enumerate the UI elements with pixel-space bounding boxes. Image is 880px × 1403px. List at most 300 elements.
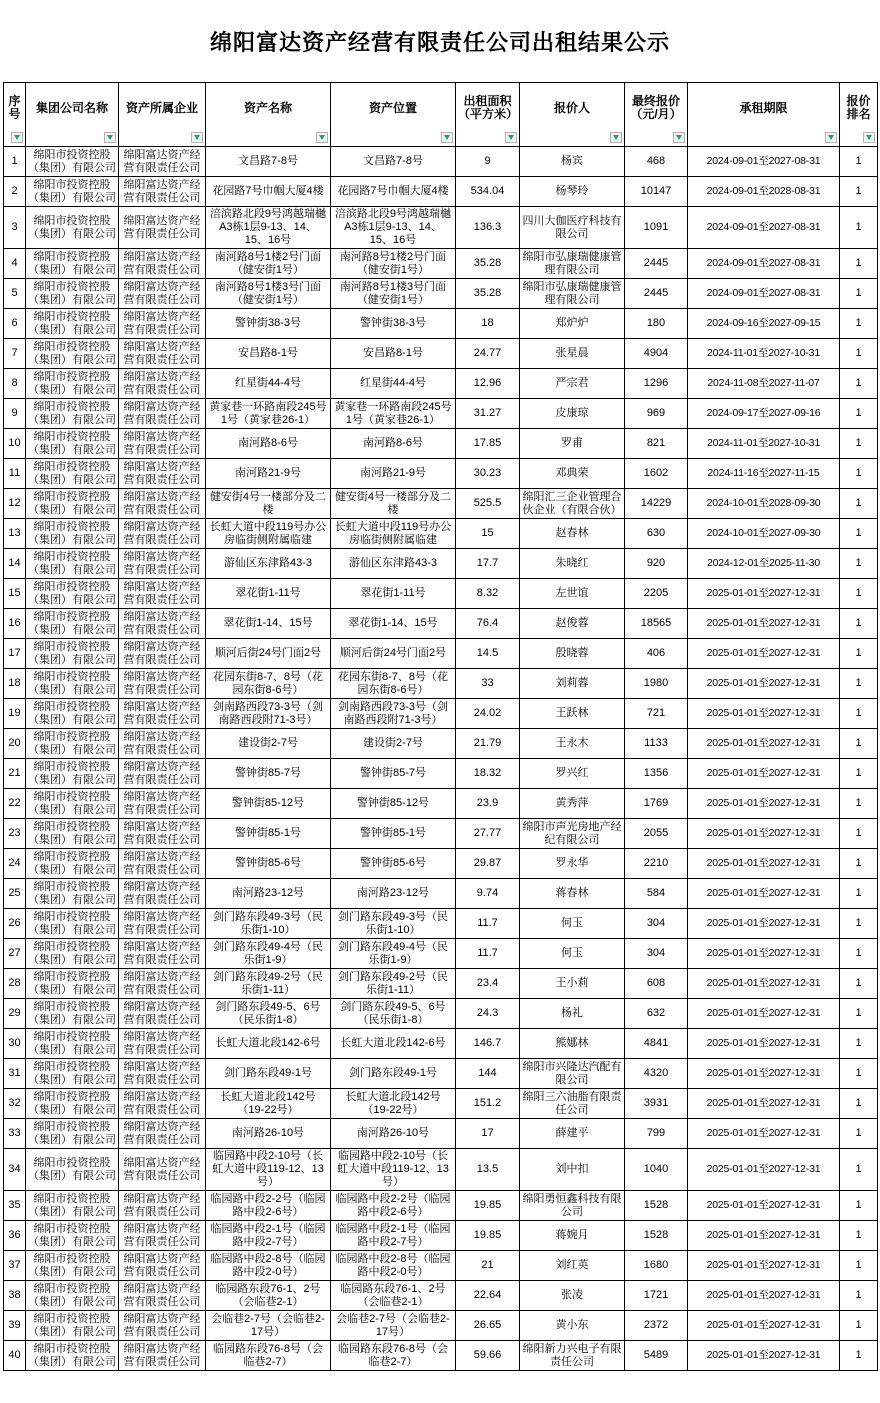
cell-rank: 1 [840, 519, 878, 549]
cell-asset: 黄家巷一环路南段245号1号（黄家巷26-1） [206, 399, 331, 429]
cell-owner: 绵阳富达资产经营有限责任公司 [119, 699, 206, 729]
cell-owner: 绵阳富达资产经营有限责任公司 [119, 879, 206, 909]
cell-term: 2025-01-01至2027-12-31 [688, 759, 840, 789]
cell-group: 绵阳市投资控股（集团）有限公司 [26, 1059, 119, 1089]
cell-asset: 临园路中段2-1号（临园路中段2-7号） [206, 1221, 331, 1251]
table-row [4, 1119, 878, 1149]
cell-no: 15 [4, 579, 26, 609]
cell-term: 2025-01-01至2027-12-31 [688, 1149, 840, 1191]
cell-bidder: 杨宾 [520, 147, 625, 177]
cell-term: 2025-01-01至2027-12-31 [688, 1281, 840, 1311]
cell-loc: 花园东街8-7、8号（花园东街8-6号） [331, 669, 456, 699]
cell-owner: 绵阳富达资产经营有限责任公司 [119, 1221, 206, 1251]
cell-no: 30 [4, 1029, 26, 1059]
cell-asset: 南河路26-10号 [206, 1119, 331, 1149]
cell-rank: 1 [840, 579, 878, 609]
cell-loc: 剑门路东段49-2号（民乐街1-11） [331, 969, 456, 999]
cell-owner: 绵阳富达资产经营有限责任公司 [119, 759, 206, 789]
cell-asset: 南河路23-12号 [206, 879, 331, 909]
cell-owner: 绵阳富达资产经营有限责任公司 [119, 939, 206, 969]
cell-group: 绵阳市投资控股（集团）有限公司 [26, 1191, 119, 1221]
cell-loc: 翠花街1-11号 [331, 579, 456, 609]
col-header-label: 集团公司名称 [35, 100, 108, 115]
cell-term: 2024-09-01至2027-08-31 [688, 279, 840, 309]
cell-area: 33 [456, 669, 520, 699]
cell-asset: 剑门路东段49-1号 [206, 1059, 331, 1089]
cell-term: 2024-11-08至2027-11-07 [688, 369, 840, 399]
cell-owner: 绵阳富达资产经营有限责任公司 [119, 1311, 206, 1341]
cell-rank: 1 [840, 147, 878, 177]
cell-rank: 1 [840, 429, 878, 459]
cell-group: 绵阳市投资控股（集团）有限公司 [26, 249, 119, 279]
cell-owner: 绵阳富达资产经营有限责任公司 [119, 207, 206, 249]
filter-dropdown-icon[interactable] [316, 132, 328, 143]
col-header-label: 序号 [8, 94, 21, 121]
col-header-label: 报价排名 [846, 94, 871, 121]
col-header-loc [331, 83, 456, 147]
chevron-down-icon [107, 135, 113, 140]
cell-term: 2025-01-01至2027-12-31 [688, 969, 840, 999]
cell-owner: 绵阳富达资产经营有限责任公司 [119, 429, 206, 459]
cell-area: 11.7 [456, 939, 520, 969]
cell-group: 绵阳市投资控股（集团）有限公司 [26, 819, 119, 849]
cell-bidder: 罗甫 [520, 429, 625, 459]
cell-area: 21 [456, 1251, 520, 1281]
col-header-area [456, 83, 520, 147]
cell-owner: 绵阳富达资产经营有限责任公司 [119, 969, 206, 999]
cell-group: 绵阳市投资控股（集团）有限公司 [26, 489, 119, 519]
cell-loc: 警钟街38-3号 [331, 309, 456, 339]
cell-rank: 1 [840, 459, 878, 489]
filter-dropdown-icon[interactable] [863, 132, 875, 143]
cell-bidder: 赵俊蓉 [520, 609, 625, 639]
cell-area: 14.5 [456, 639, 520, 669]
filter-dropdown-icon[interactable] [673, 132, 685, 143]
cell-term: 2025-01-01至2027-12-31 [688, 669, 840, 699]
cell-price: 1680 [625, 1251, 688, 1281]
table-row [4, 789, 878, 819]
filter-dropdown-icon[interactable] [610, 132, 622, 143]
cell-price: 4320 [625, 1059, 688, 1089]
cell-loc: 南河路21-9号 [331, 459, 456, 489]
cell-loc: 翠花街1-14、15号 [331, 609, 456, 639]
cell-loc: 游仙区东津路43-3 [331, 549, 456, 579]
cell-group: 绵阳市投资控股（集团）有限公司 [26, 1119, 119, 1149]
cell-no: 5 [4, 279, 26, 309]
col-header-rank [840, 83, 878, 147]
cell-bidder: 罗兴红 [520, 759, 625, 789]
cell-loc: 安昌路8-1号 [331, 339, 456, 369]
cell-term: 2024-10-01至2027-09-30 [688, 519, 840, 549]
cell-no: 18 [4, 669, 26, 699]
cell-no: 2 [4, 177, 26, 207]
cell-loc: 南河路8-6号 [331, 429, 456, 459]
cell-bidder: 严宗君 [520, 369, 625, 399]
cell-term: 2025-01-01至2027-12-31 [688, 789, 840, 819]
cell-group: 绵阳市投资控股（集团）有限公司 [26, 1281, 119, 1311]
cell-area: 525.5 [456, 489, 520, 519]
table-row [4, 429, 878, 459]
cell-asset: 剑南路西段73-3号（剑南路西段附71-3号） [206, 699, 331, 729]
cell-loc: 警钟街85-12号 [331, 789, 456, 819]
cell-group: 绵阳市投资控股（集团）有限公司 [26, 339, 119, 369]
cell-group: 绵阳市投资控股（集团）有限公司 [26, 429, 119, 459]
cell-area: 8.32 [456, 579, 520, 609]
cell-rank: 1 [840, 969, 878, 999]
cell-area: 15 [456, 519, 520, 549]
cell-price: 2205 [625, 579, 688, 609]
cell-area: 22.64 [456, 1281, 520, 1311]
cell-owner: 绵阳富达资产经营有限责任公司 [119, 849, 206, 879]
cell-rank: 1 [840, 909, 878, 939]
cell-rank: 1 [840, 1341, 878, 1371]
cell-bidder: 朱晓红 [520, 549, 625, 579]
cell-bidder: 刘莉蓉 [520, 669, 625, 699]
cell-bidder: 黄小东 [520, 1311, 625, 1341]
table-row [4, 999, 878, 1029]
cell-owner: 绵阳富达资产经营有限责任公司 [119, 1341, 206, 1371]
cell-owner: 绵阳富达资产经营有限责任公司 [119, 789, 206, 819]
chevron-down-icon [14, 135, 20, 140]
cell-no: 37 [4, 1251, 26, 1281]
table-row [4, 489, 878, 519]
cell-area: 12.96 [456, 369, 520, 399]
cell-rank: 1 [840, 729, 878, 759]
cell-group: 绵阳市投资控股（集团）有限公司 [26, 639, 119, 669]
table-row [4, 1149, 878, 1191]
filter-dropdown-icon[interactable] [441, 132, 453, 143]
table-row [4, 879, 878, 909]
cell-area: 35.28 [456, 249, 520, 279]
cell-owner: 绵阳富达资产经营有限责任公司 [119, 729, 206, 759]
col-header-label: 报价人 [553, 100, 590, 115]
cell-asset: 临园路中段2-8号（临园路中段2-0号） [206, 1251, 331, 1281]
cell-price: 1602 [625, 459, 688, 489]
cell-owner: 绵阳富达资产经营有限责任公司 [119, 669, 206, 699]
cell-owner: 绵阳富达资产经营有限责任公司 [119, 1281, 206, 1311]
cell-owner: 绵阳富达资产经营有限责任公司 [119, 609, 206, 639]
cell-rank: 1 [840, 1281, 878, 1311]
cell-group: 绵阳市投资控股（集团）有限公司 [26, 369, 119, 399]
cell-no: 34 [4, 1149, 26, 1191]
cell-asset: 剑门路东段49-4号（民乐街1-9） [206, 939, 331, 969]
cell-group: 绵阳市投资控股（集团）有限公司 [26, 1089, 119, 1119]
cell-asset: 安昌路8-1号 [206, 339, 331, 369]
cell-group: 绵阳市投资控股（集团）有限公司 [26, 207, 119, 249]
cell-area: 26.65 [456, 1311, 520, 1341]
cell-asset: 临园路中段2-2号（临园路中段2-6号） [206, 1191, 331, 1221]
cell-term: 2025-01-01至2027-12-31 [688, 1089, 840, 1119]
table-row [4, 699, 878, 729]
col-header-bidder [520, 83, 625, 147]
cell-asset: 翠花街1-11号 [206, 579, 331, 609]
cell-term: 2025-01-01至2027-12-31 [688, 879, 840, 909]
cell-loc: 南河路23-12号 [331, 879, 456, 909]
cell-no: 17 [4, 639, 26, 669]
cell-price: 4904 [625, 339, 688, 369]
cell-no: 38 [4, 1281, 26, 1311]
cell-area: 23.9 [456, 789, 520, 819]
table-row [4, 639, 878, 669]
cell-no: 11 [4, 459, 26, 489]
col-header-no [4, 83, 26, 147]
filter-dropdown-icon[interactable] [11, 132, 23, 143]
cell-rank: 1 [840, 249, 878, 279]
cell-loc: 顺河后街24号门面2号 [331, 639, 456, 669]
cell-asset: 涪滨路北段9号鸿越瑞樾A3栋1层9-13、14、15、16号 [206, 207, 331, 249]
cell-area: 27.77 [456, 819, 520, 849]
cell-bidder: 蒋婉月 [520, 1221, 625, 1251]
cell-bidder: 绵阳市弘康瑞健康管理有限公司 [520, 279, 625, 309]
cell-no: 32 [4, 1089, 26, 1119]
cell-rank: 1 [840, 207, 878, 249]
cell-area: 11.7 [456, 909, 520, 939]
cell-bidder: 赵春林 [520, 519, 625, 549]
cell-area: 9.74 [456, 879, 520, 909]
cell-asset: 长虹大道中段119号办公房临街侧附属临建 [206, 519, 331, 549]
cell-area: 136.3 [456, 207, 520, 249]
cell-owner: 绵阳富达资产经营有限责任公司 [119, 339, 206, 369]
cell-price: 2210 [625, 849, 688, 879]
cell-area: 24.02 [456, 699, 520, 729]
cell-area: 23.4 [456, 969, 520, 999]
cell-owner: 绵阳富达资产经营有限责任公司 [119, 279, 206, 309]
cell-bidder: 何玉 [520, 939, 625, 969]
cell-area: 24.3 [456, 999, 520, 1029]
cell-bidder: 何玉 [520, 909, 625, 939]
table-row [4, 279, 878, 309]
cell-term: 2025-01-01至2027-12-31 [688, 1251, 840, 1281]
cell-term: 2024-09-01至2027-08-31 [688, 147, 840, 177]
cell-loc: 文昌路7-8号 [331, 147, 456, 177]
cell-owner: 绵阳富达资产经营有限责任公司 [119, 1059, 206, 1089]
cell-price: 1528 [625, 1221, 688, 1251]
filter-dropdown-icon[interactable] [191, 132, 203, 143]
cell-no: 7 [4, 339, 26, 369]
chevron-down-icon [319, 135, 325, 140]
cell-loc: 花园路7号巾帼大厦4楼 [331, 177, 456, 207]
cell-rank: 1 [840, 1311, 878, 1341]
cell-price: 1769 [625, 789, 688, 819]
col-header-label: 出租面积（平方米） [458, 94, 519, 121]
cell-price: 584 [625, 879, 688, 909]
table-row [4, 459, 878, 489]
col-header-label: 资产名称 [243, 100, 292, 115]
cell-term: 2024-09-01至2027-08-31 [688, 249, 840, 279]
cell-term: 2025-01-01至2027-12-31 [688, 609, 840, 639]
cell-price: 1721 [625, 1281, 688, 1311]
cell-asset: 剑门路东段49-2号（民乐街1-11） [206, 969, 331, 999]
chevron-down-icon [508, 135, 514, 140]
cell-price: 304 [625, 909, 688, 939]
cell-loc: 南河路8号1楼3号门面（健安街1号） [331, 279, 456, 309]
cell-term: 2025-01-01至2027-12-31 [688, 1029, 840, 1059]
cell-asset: 南河路8号1楼3号门面（健安街1号） [206, 279, 331, 309]
cell-bidder: 邓典荣 [520, 459, 625, 489]
cell-asset: 健安街4号一楼部分及二楼 [206, 489, 331, 519]
table-row [4, 309, 878, 339]
filter-dropdown-icon[interactable] [104, 132, 116, 143]
cell-area: 151.2 [456, 1089, 520, 1119]
cell-area: 35.28 [456, 279, 520, 309]
col-header-owner [119, 83, 206, 147]
cell-rank: 1 [840, 999, 878, 1029]
cell-bidder: 殷晓蓉 [520, 639, 625, 669]
cell-asset: 长虹大道北段142号（19-22号） [206, 1089, 331, 1119]
cell-bidder: 刘红英 [520, 1251, 625, 1281]
cell-area: 31.27 [456, 399, 520, 429]
cell-no: 21 [4, 759, 26, 789]
filter-dropdown-icon[interactable] [505, 132, 517, 143]
cell-no: 25 [4, 879, 26, 909]
chevron-down-icon [866, 135, 872, 140]
chevron-down-icon [444, 135, 450, 140]
cell-asset: 临园路中段2-10号（长虹大道中段119-12、13号） [206, 1149, 331, 1191]
cell-owner: 绵阳富达资产经营有限责任公司 [119, 249, 206, 279]
table-row [4, 207, 878, 249]
cell-price: 821 [625, 429, 688, 459]
cell-rank: 1 [840, 1191, 878, 1221]
cell-term: 2024-09-17至2027-09-16 [688, 399, 840, 429]
cell-owner: 绵阳富达资产经营有限责任公司 [119, 1251, 206, 1281]
cell-price: 2445 [625, 279, 688, 309]
cell-no: 19 [4, 699, 26, 729]
cell-price: 406 [625, 639, 688, 669]
cell-asset: 临园路东段76-1、2号（会临巷2-1） [206, 1281, 331, 1311]
table-row [4, 1059, 878, 1089]
cell-owner: 绵阳富达资产经营有限责任公司 [119, 459, 206, 489]
cell-loc: 会临巷2-7号（会临巷2-17号） [331, 1311, 456, 1341]
cell-group: 绵阳市投资控股（集团）有限公司 [26, 309, 119, 339]
cell-asset: 警钟街85-6号 [206, 849, 331, 879]
cell-no: 6 [4, 309, 26, 339]
cell-area: 30.23 [456, 459, 520, 489]
cell-owner: 绵阳富达资产经营有限责任公司 [119, 909, 206, 939]
cell-no: 24 [4, 849, 26, 879]
cell-price: 4841 [625, 1029, 688, 1059]
cell-term: 2024-12-01至2025-11-30 [688, 549, 840, 579]
cell-term: 2024-09-16至2027-09-15 [688, 309, 840, 339]
cell-asset: 顺河后街24号门面2号 [206, 639, 331, 669]
cell-term: 2024-09-01至2028-08-31 [688, 177, 840, 207]
cell-price: 969 [625, 399, 688, 429]
cell-rank: 1 [840, 939, 878, 969]
cell-term: 2025-01-01至2027-12-31 [688, 1311, 840, 1341]
cell-asset: 会临巷2-7号（会临巷2-17号） [206, 1311, 331, 1341]
cell-group: 绵阳市投资控股（集团）有限公司 [26, 699, 119, 729]
cell-bidder: 杨琴玲 [520, 177, 625, 207]
cell-group: 绵阳市投资控股（集团）有限公司 [26, 939, 119, 969]
cell-no: 31 [4, 1059, 26, 1089]
cell-rank: 1 [840, 339, 878, 369]
cell-rank: 1 [840, 1251, 878, 1281]
chevron-down-icon [676, 135, 682, 140]
cell-rank: 1 [840, 1221, 878, 1251]
cell-price: 632 [625, 999, 688, 1029]
cell-owner: 绵阳富达资产经营有限责任公司 [119, 579, 206, 609]
cell-owner: 绵阳富达资产经营有限责任公司 [119, 369, 206, 399]
cell-group: 绵阳市投资控股（集团）有限公司 [26, 147, 119, 177]
cell-no: 1 [4, 147, 26, 177]
cell-asset: 文昌路7-8号 [206, 147, 331, 177]
cell-no: 33 [4, 1119, 26, 1149]
cell-asset: 剑门路东段49-3号（民乐街1-10） [206, 909, 331, 939]
table-row [4, 549, 878, 579]
cell-group: 绵阳市投资控股（集团）有限公司 [26, 999, 119, 1029]
cell-asset: 南河路21-9号 [206, 459, 331, 489]
cell-owner: 绵阳富达资产经营有限责任公司 [119, 489, 206, 519]
cell-no: 22 [4, 789, 26, 819]
cell-rank: 1 [840, 819, 878, 849]
title-bar [0, 0, 880, 82]
cell-group: 绵阳市投资控股（集团）有限公司 [26, 459, 119, 489]
cell-group: 绵阳市投资控股（集团）有限公司 [26, 579, 119, 609]
cell-term: 2025-01-01至2027-12-31 [688, 1119, 840, 1149]
cell-bidder: 杨礼 [520, 999, 625, 1029]
cell-term: 2024-10-01至2028-09-30 [688, 489, 840, 519]
cell-term: 2025-01-01至2027-12-31 [688, 819, 840, 849]
cell-no: 10 [4, 429, 26, 459]
cell-group: 绵阳市投资控股（集团）有限公司 [26, 969, 119, 999]
cell-no: 14 [4, 549, 26, 579]
cell-group: 绵阳市投资控股（集团）有限公司 [26, 177, 119, 207]
header-row [4, 83, 878, 147]
cell-area: 19.85 [456, 1221, 520, 1251]
cell-loc: 警钟街85-6号 [331, 849, 456, 879]
cell-bidder: 张星晨 [520, 339, 625, 369]
cell-asset: 红星街44-4号 [206, 369, 331, 399]
cell-area: 9 [456, 147, 520, 177]
cell-loc: 警钟街85-7号 [331, 759, 456, 789]
cell-no: 27 [4, 939, 26, 969]
cell-no: 13 [4, 519, 26, 549]
cell-loc: 涪滨路北段9号鸿越瑞樾A3栋1层9-13、14、15、16号 [331, 207, 456, 249]
cell-loc: 临园路东段76-8号（会临巷2-7） [331, 1341, 456, 1371]
cell-owner: 绵阳富达资产经营有限责任公司 [119, 1119, 206, 1149]
cell-rank: 1 [840, 1149, 878, 1191]
cell-group: 绵阳市投资控股（集团）有限公司 [26, 279, 119, 309]
cell-owner: 绵阳富达资产经营有限责任公司 [119, 1029, 206, 1059]
cell-term: 2025-01-01至2027-12-31 [688, 1059, 840, 1089]
table-row [4, 1251, 878, 1281]
table-row [4, 759, 878, 789]
table-row [4, 849, 878, 879]
cell-owner: 绵阳富达资产经营有限责任公司 [119, 1191, 206, 1221]
cell-no: 9 [4, 399, 26, 429]
cell-term: 2024-11-16至2027-11-15 [688, 459, 840, 489]
col-header-label: 最终报价（元/月） [630, 94, 682, 121]
cell-area: 21.79 [456, 729, 520, 759]
cell-area: 17.85 [456, 429, 520, 459]
cell-group: 绵阳市投资控股（集团）有限公司 [26, 1341, 119, 1371]
cell-price: 180 [625, 309, 688, 339]
cell-no: 23 [4, 819, 26, 849]
cell-loc: 临园路中段2-8号（临园路中段2-0号） [331, 1251, 456, 1281]
cell-price: 1528 [625, 1191, 688, 1221]
cell-group: 绵阳市投资控股（集团）有限公司 [26, 609, 119, 639]
cell-rank: 1 [840, 279, 878, 309]
filter-dropdown-icon[interactable] [825, 132, 837, 143]
cell-term: 2024-09-01至2027-08-31 [688, 207, 840, 249]
cell-area: 59.66 [456, 1341, 520, 1371]
page-title: 绵阳富达资产经营有限责任公司出租结果公示 [209, 29, 670, 55]
cell-bidder: 四川大伽医疗科技有限公司 [520, 207, 625, 249]
cell-term: 2025-01-01至2027-12-31 [688, 729, 840, 759]
cell-loc: 剑门路东段49-4号（民乐街1-9） [331, 939, 456, 969]
cell-price: 608 [625, 969, 688, 999]
table-row [4, 819, 878, 849]
cell-asset: 临园路东段76-8号（会临巷2-7） [206, 1341, 331, 1371]
